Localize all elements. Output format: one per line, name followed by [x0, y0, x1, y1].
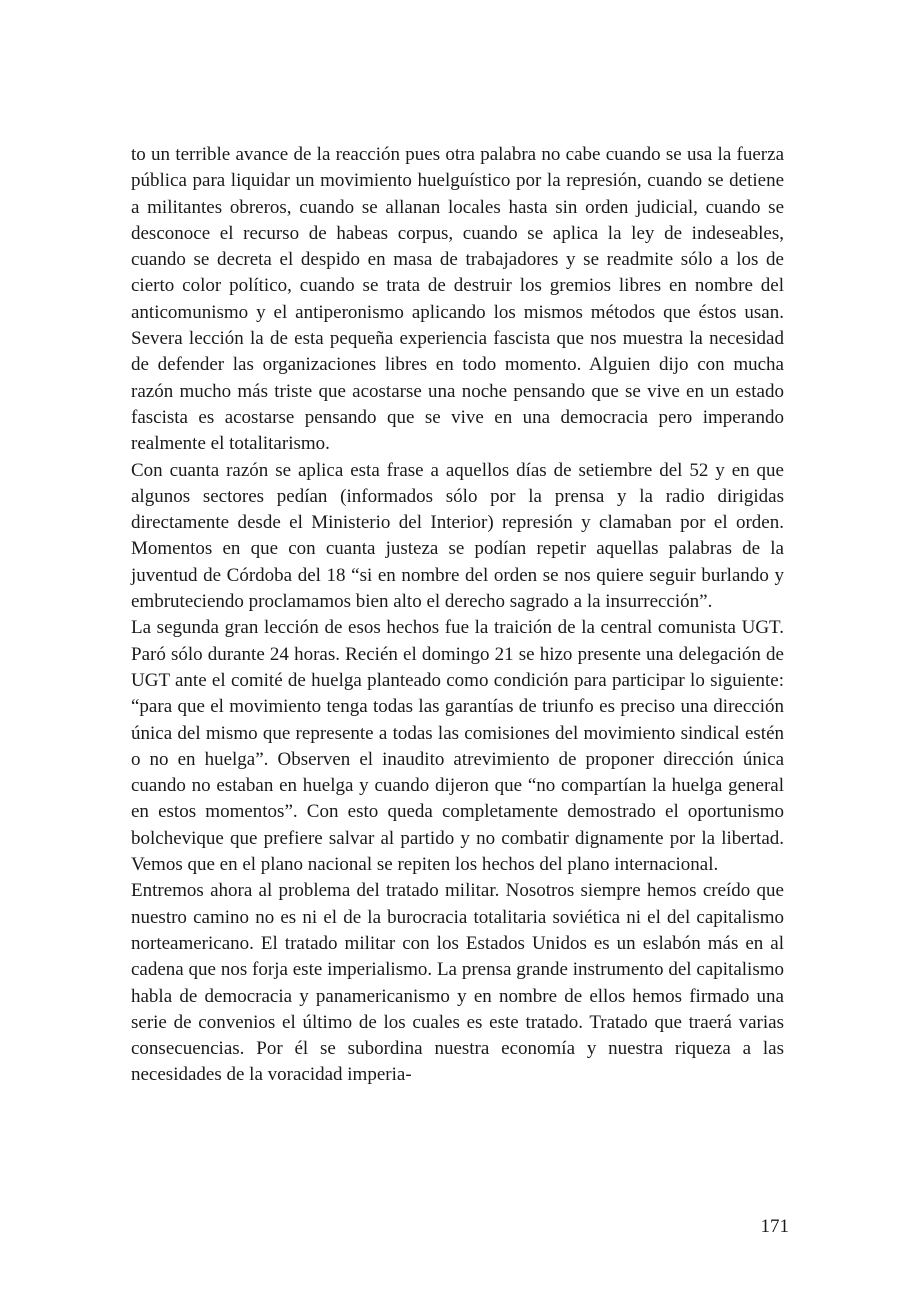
paragraph: Entremos ahora al problema del tratado militar. Nosotros siempre hemos creído que nuestro camino no es ni el de la burocracia totalitaria soviética ni el del capitalismo norteamericano. El tratado militar con los Estados Unidos es un eslabón más en al cadena que nos forja este imperialismo. La prensa grande instrumento del capitalismo habla de democracia y panamericanismo y en nombre de ellos hemos firmado una serie de convenios el último de los cuales es este tratado. Tratado que traerá varias consecuencias. Por él se subordina nuestra economía y nuestra riqueza a las necesidades de la voracidad imperia-: [131, 880, 784, 1086]
page-number: 171: [760, 1216, 789, 1237]
paragraph: to un terrible avance de la reacción pues otra palabra no cabe cuando se usa la fuerza pública para liquidar un movimiento huelguístico por la represión, cuando se detiene a militantes obreros, cuando se allanan locales hasta sin orden judicial, cuando se desconoce el recurso de habeas corpus, cuando se aplica la ley de indeseables, cuando se decreta el despido en masa de trabajadores y se readmite sólo a los de cierto color político, cuando se trata de destruir los gremios libres en nombre del anticomunismo y el antiperonismo aplicando los mismos métodos que éstos usan. Severa lección la de esta pequeña experiencia fascista que nos muestra la necesidad de defender las organizaciones libres en todo momento. Alguien dijo con mucha razón mucho más triste que acostarse una noche pensando que se vive en un estado fascista es acostarse pensando que se vive en una democracia pero imperando realmente el totalitarismo.: [131, 144, 784, 455]
paragraph: Con cuanta razón se aplica esta frase a aquellos días de setiembre del 52 y en que algunos sectores pedían (informados sólo por la prensa y la radio dirigidas directamente desde el Ministerio del Interior) represión y clamaban por el orden. Momentos en que con cuanta justeza se podían repetir aquellas palabras de la juventud de Córdoba del 18 “si en nombre del orden se nos quiere seguir burlando y embruteciendo proclamamos bien alto el derecho sagrado a la insurrección”.: [131, 459, 784, 613]
paragraph: La segunda gran lección de esos hechos fue la traición de la central comunista UGT. Paró sólo durante 24 horas. Recién el domingo 21 se hizo presente una delegación de UGT ante el comité de huelga planteado como condición para participar lo siguiente: “para que el movimiento tenga todas las garantías de triunfo es preciso una dirección única del mismo que represente a todas las comisiones del movimiento sindical estén o no en huelga”. Observen el inaudito atrevimiento de proponer dirección única cuando no estaban en huelga y cuando dijeron que “no compartían la huelga general en estos momentos”. Con esto queda completamente demostrado el oportunismo bolchevique que prefiere salvar al partido y no combatir dignamente por la libertad. Vemos que en el plano nacional se repiten los hechos del plano internacional.: [131, 617, 784, 876]
body-text: [131, 142, 784, 1089]
